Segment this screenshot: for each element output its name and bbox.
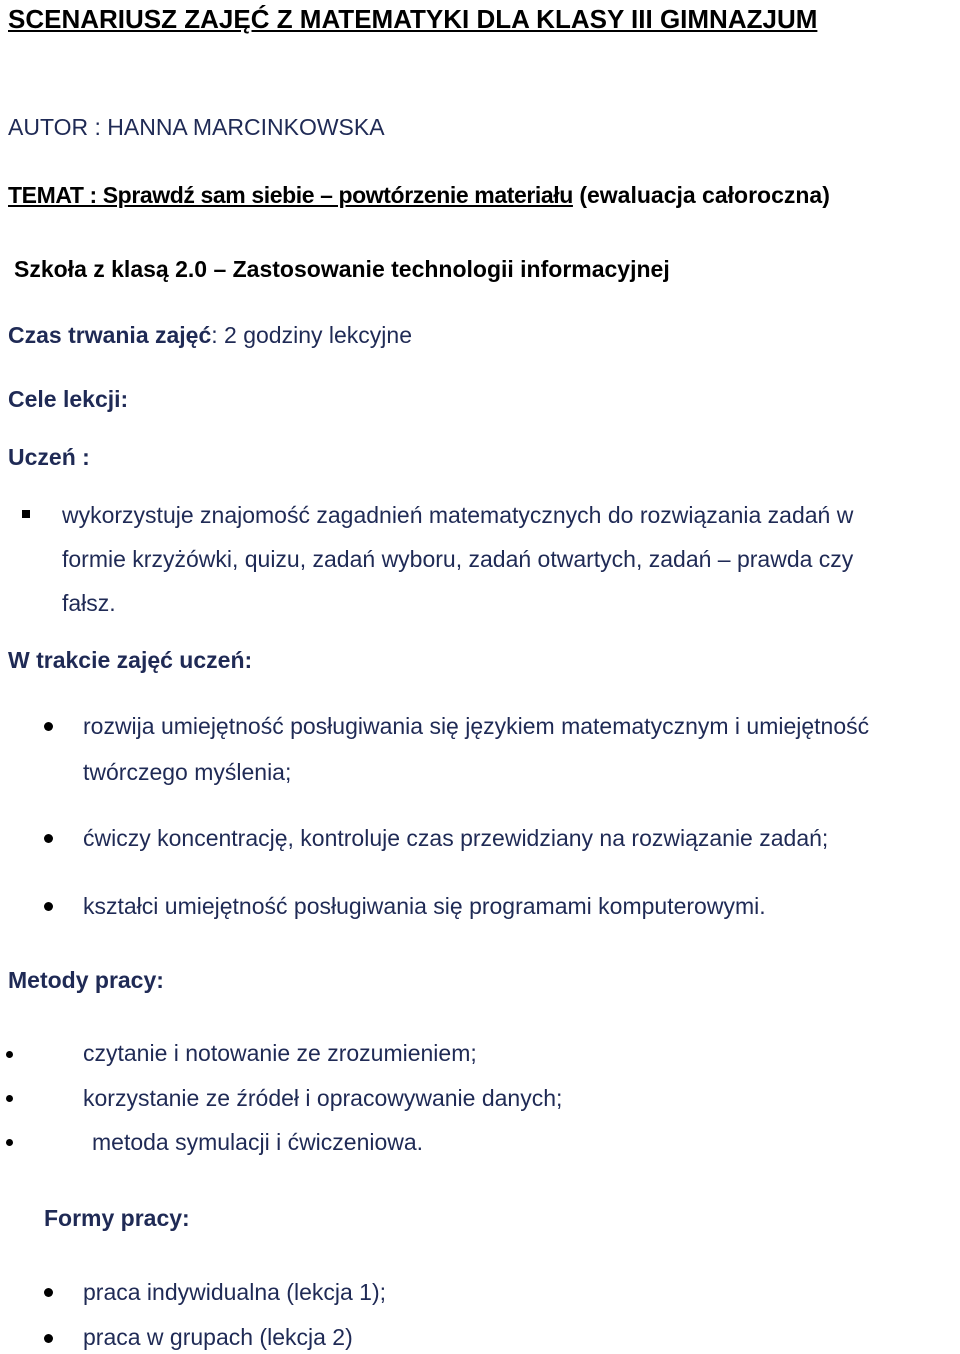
method-item: metoda symulacji i ćwiczeniowa. (92, 1129, 424, 1155)
during-item: kształci umiejętność posługiwania się programami komputerowymi. (83, 893, 766, 919)
topic-line (8, 184, 830, 207)
duration-label: Czas trwania zajęć (8, 322, 212, 348)
topic-suffix: (ewaluacja całoroczna) (579, 182, 830, 208)
student-goal-line: fałsz. (62, 590, 116, 616)
square-bullet-icon (22, 510, 30, 518)
method-item: czytanie i notowanie ze zrozumieniem; (83, 1040, 477, 1066)
document-title: SCENARIUSZ ZAJĘĆ Z MATEMATYKI DLA KLASY III GIMNAZJUM (8, 4, 818, 34)
student-goal-line: formie krzyżówki, quizu, zadań wyboru, zadań otwartych, zadań – prawda czy (62, 546, 854, 572)
bullet-icon (44, 1334, 53, 1343)
bullet-icon (44, 834, 53, 843)
student-goal-line: wykorzystuje znajomość zagadnień matematycznych do rozwiązania zadań w (62, 502, 854, 528)
bullet-icon (44, 722, 53, 731)
topic-label: TEMAT : Sprawdź sam siebie – powtórzenie materiału (8, 182, 573, 208)
duration-line (8, 324, 412, 347)
form-item: praca w grupach (lekcja 2) (83, 1324, 353, 1350)
bullet-icon (6, 1139, 13, 1146)
bullet-icon (44, 902, 53, 911)
bullet-icon (44, 1288, 53, 1297)
during-item: ćwiczy koncentrację, kontroluje czas przewidziany na rozwiązanie zadań; (83, 825, 829, 851)
student-heading: Uczeń : (8, 444, 90, 470)
duration-value: : 2 godziny lekcyjne (211, 322, 412, 348)
school-line: Szkoła z klasą 2.0 – Zastosowanie technologii informacyjnej (14, 256, 670, 282)
author-line: AUTOR : HANNA MARCINKOWSKA (8, 114, 385, 140)
method-item: korzystanie ze źródeł i opracowywanie danych; (83, 1085, 563, 1111)
goals-heading: Cele lekcji: (8, 386, 129, 412)
during-heading: W trakcie zajęć uczeń: (8, 647, 253, 673)
methods-heading: Metody pracy: (8, 967, 164, 993)
during-item-line: twórczego myślenia; (83, 759, 292, 785)
during-item-line: rozwija umiejętność posługiwania się językiem matematycznym i umiejętność (83, 713, 870, 739)
bullet-icon (6, 1095, 13, 1102)
forms-heading: Formy pracy: (44, 1205, 190, 1231)
form-item: praca indywidualna (lekcja 1); (83, 1279, 386, 1305)
bullet-icon (6, 1051, 13, 1058)
